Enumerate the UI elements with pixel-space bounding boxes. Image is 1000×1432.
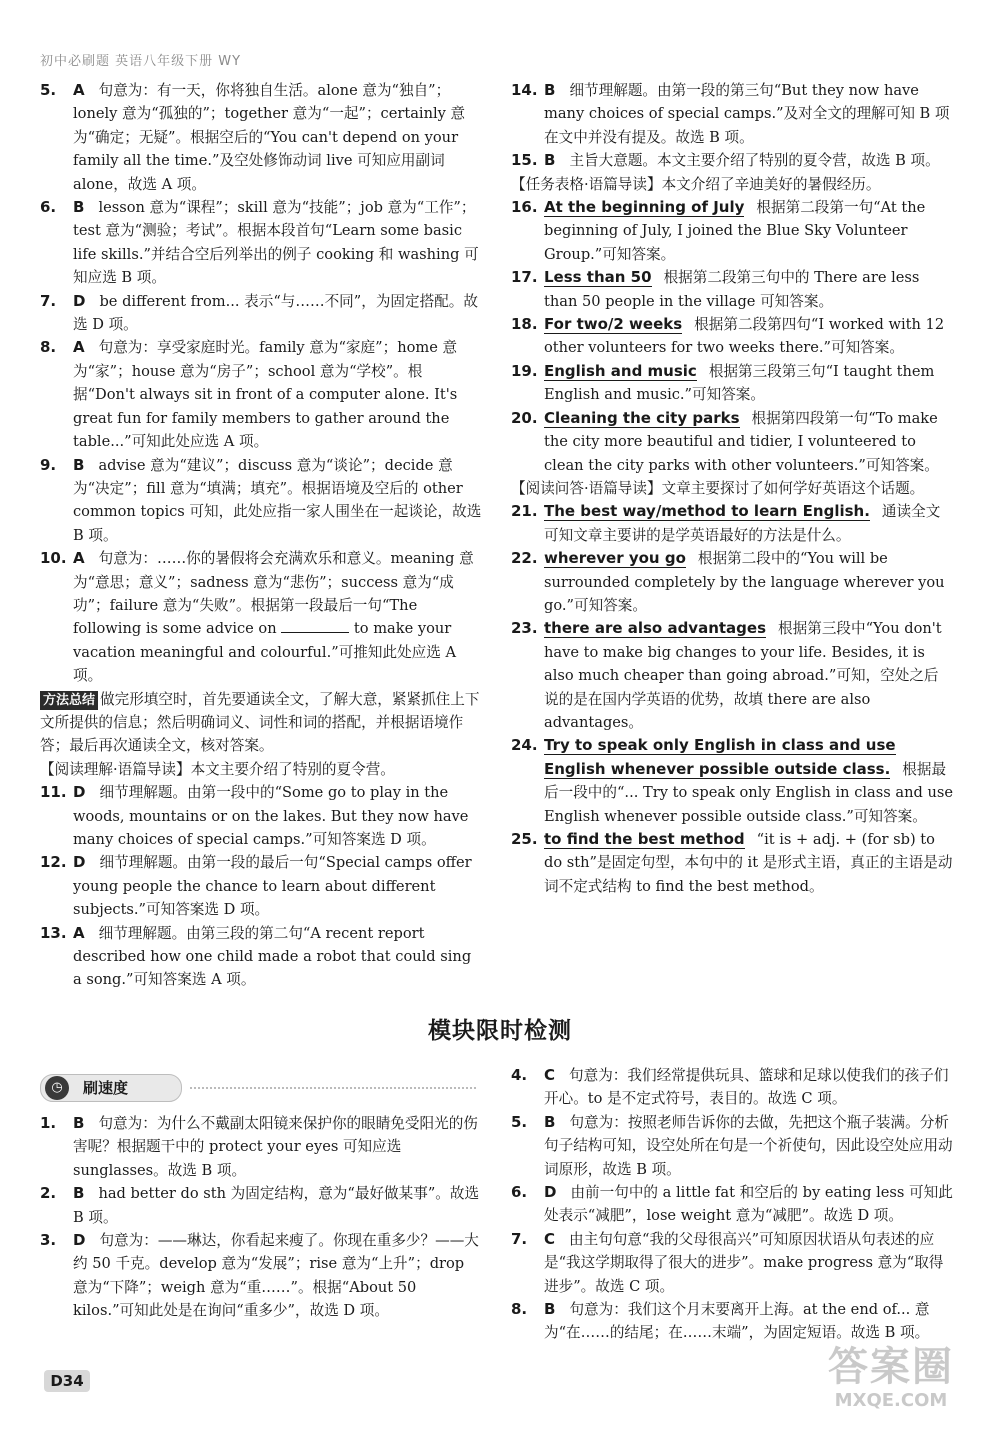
item-number: 24. — [511, 736, 538, 755]
explanation: 根据最后一段中的“... Try to speak only English in class and use English whenever possible outside class.”可知答案。 — [544, 760, 953, 825]
watermark-url: MXQE.COM — [834, 1390, 948, 1411]
answer-item — [511, 360, 953, 407]
answer-phrase: Try to speak only English in class and use English whenever possible outside class. — [544, 736, 896, 778]
answer-item — [40, 79, 482, 196]
answer-item — [40, 547, 482, 687]
answers-column-bottom-left — [40, 1112, 482, 1323]
explanation: 细节理解题。由第一段的第三句“But they now have many choices of special camps.”及对全文的理解可知 B 项在文中并没有提及。故选 B 项。 — [544, 82, 950, 146]
explanation: had better do sth 为固定结构，意为“最好做某事”。故选 B 项。 — [73, 1185, 480, 1226]
answer-phrase: Cleaning the city parks — [544, 408, 740, 427]
answer-letter: D — [73, 291, 86, 310]
speed-label: 刷速度 — [83, 1079, 129, 1097]
answer-item — [40, 336, 482, 453]
item-number: 21. — [511, 502, 538, 521]
answer-item — [40, 1112, 482, 1182]
answer-letter: B — [544, 81, 556, 99]
answer-item — [511, 1181, 953, 1228]
answer-item — [511, 407, 953, 477]
item-number: 18. — [511, 315, 538, 334]
answer-item — [511, 734, 953, 828]
explanation: 细节理解题。由第一段中的“Some go to play in the woods, mountains or on the lakes. But they now have many choices of special camps.”可知答案选 D 项。 — [73, 784, 469, 848]
item-number: 10. — [40, 549, 67, 568]
answers-column-top-left — [40, 79, 482, 992]
answers-column-top-right — [511, 79, 953, 898]
answer-item — [511, 79, 953, 149]
answer-letter: C — [544, 1066, 556, 1084]
section-heading-qa: 【阅读问答·语篇导读】文章主要探讨了如何学好英语这个话题。 — [511, 479, 925, 497]
answer-phrase: to find the best method — [544, 830, 745, 848]
fill-blank-line — [281, 632, 349, 633]
item-number: 15. — [511, 151, 538, 170]
explanation: 由主句句意“我的父母很高兴”可知原因状语从句表述的应是“我这学期取得了很大的进步”。make progress 意为“取得进步”。故选 C 项。 — [544, 1230, 944, 1295]
answer-item — [40, 196, 482, 290]
answer-item — [511, 1298, 953, 1345]
explanation: 句意为：我们经常提供玩具、篮球和足球以使我们的孩子们开心。to 是不定式符号，表目的。故选 C 项。 — [544, 1067, 949, 1108]
item-number: 3. — [40, 1231, 57, 1250]
answer-item — [40, 781, 482, 851]
answer-letter: A — [73, 549, 85, 568]
explanation: “it is + adj. + (for sb) to do sth”是固定句型，本句中的 it 是形式主语，真正的主语是动词不定式结构 to find the best method。 — [544, 831, 953, 895]
item-number: 7. — [40, 291, 57, 310]
method-summary-tag: 方法总结 — [40, 691, 98, 710]
item-number: 5. — [40, 81, 57, 99]
answer-letter: B — [544, 1112, 556, 1131]
item-number: 20. — [511, 408, 538, 427]
speedometer-icon: ◷ — [45, 1076, 69, 1100]
answer-letter: B — [73, 1184, 85, 1203]
item-number: 17. — [511, 268, 538, 287]
explanation: 由前一句中的 a little fat 和空后的 by eating less 可知此处表示“减肥”，lose weight 意为“减肥”。故选 D 项。 — [544, 1184, 953, 1225]
section-heading-task-table: 【任务表格·语篇导读】本文介绍了辛迪美好的暑假经历。 — [511, 175, 881, 193]
explanation: be different from... 表示“与……不同”，为固定搭配。故选 D 项。 — [73, 292, 478, 334]
answer-phrase: Less than 50 — [544, 268, 652, 287]
item-number: 23. — [511, 619, 538, 638]
explanation: 句意为：我们这个月末要离开上海。at the end of... 意为“在……的结尾；在……末端”，为固定短语。故选 B 项。 — [544, 1301, 930, 1342]
answer-phrase: The best way/method to learn English. — [544, 502, 870, 521]
item-number: 22. — [511, 549, 538, 568]
explanation: 句意为：——琳达，你看起来瘦了。你现在重多少？——大约 50 千克。develop 意为“发展”；rise 意为“上升”；drop 意为“下降”；weigh 意为“重……”。根据“About 50 kilos.”可知此处是在询问“重多少”，故选 D 项。 — [73, 1232, 479, 1320]
answer-letter: B — [73, 455, 85, 474]
item-number: 19. — [511, 361, 538, 380]
item-number: 11. — [40, 783, 67, 802]
explanation: 主旨大意题。本文主要介绍了特别的夏令营，故选 B 项。 — [569, 152, 940, 170]
item-number: 16. — [511, 198, 538, 217]
answer-item — [40, 290, 482, 337]
item-number: 7. — [511, 1229, 528, 1248]
explanation: 根据第二段中的“You will be surrounded completely by the language wherever you go.”可知答案。 — [544, 550, 945, 614]
answer-letter: D — [73, 783, 86, 802]
site-watermark — [806, 1344, 976, 1414]
answer-item — [40, 922, 482, 992]
explanation: lesson 意为“课程”；skill 意为“技能”；job 意为“工作”；test 意为“测验；考试”。根据本段首句“Learn some basic life skills.”并结合空后列举出的例子 cooking 和 washing 可知应选 B 项。 — [73, 199, 479, 287]
method-summary-text: 做完形填空时，首先要通读全文，了解大意，紧紧抓住上下文所提供的信息；然后明确词义、词性和词的搭配，并根据语境作答；最后再次通读全文，核对答案。 — [40, 690, 480, 755]
answer-letter: D — [544, 1183, 557, 1202]
answer-item — [40, 454, 482, 548]
answer-phrase: At the beginning of July — [544, 198, 745, 217]
section-heading-reading: 【阅读理解·语篇导读】本文主要介绍了特别的夏令营。 — [40, 760, 395, 778]
speed-badge — [40, 1074, 182, 1102]
explanation: 句意为：……你的暑假将会充满欢乐和意义。meaning 意为“意思；意义”；sadness 意为“悲伤”；success 意为“成功”；failure 意为“失败”。根据第一段最后一句“The following is some advice on — [73, 550, 474, 638]
answer-letter: B — [544, 151, 556, 170]
item-number: 14. — [511, 81, 538, 99]
answer-letter: D — [73, 1231, 86, 1250]
explanation: 根据第二段第一句“At the beginning of July, I joined the Blue Sky Volunteer Group.”可知答案。 — [544, 199, 926, 263]
item-number: 5. — [511, 1112, 528, 1131]
explanation: 句意为：享受家庭时光。family 意为“家庭”；home 意为“家”；house 意为“房子”；school 意为“学校”。根据“Don't always sit in front of a computer alone. It's great fun for family members to gather around the table...”可知此处应选 A 项。 — [73, 339, 458, 451]
item-number: 9. — [40, 455, 57, 474]
explanation: 细节理解题。由第一段的最后一句“Special camps offer young people the chance to learn about different subjects.”可知答案选 D 项。 — [73, 854, 472, 919]
item-number: 1. — [40, 1114, 57, 1132]
item-number: 6. — [511, 1183, 528, 1202]
explanation: 句意为：按照老师告诉你的去做，先把这个瓶子装满。分析句子结构可知，设空处所在句是一个祈使句，因此设空处应用动词原形，故选 B 项。 — [544, 1113, 953, 1178]
answer-item — [511, 266, 953, 313]
answer-phrase: wherever you go — [544, 549, 686, 568]
answer-phrase: there are also advantages — [544, 619, 767, 638]
page-number: D34 — [44, 1370, 90, 1392]
explanation: 句意为：有一天，你将独自生活。alone 意为“独自”；lonely 意为“孤独的”；together 意为“一起”；certainly 意为“确定；无疑”。根据空后的“You can't depend on your family all the time.”及空处修饰动词 live 可知应用副词 alone，故选 A 项。 — [73, 82, 466, 193]
explanation: 根据第二段第三句中的 There are less than 50 people in the village 可知答案。 — [544, 269, 920, 310]
running-header: 初中必刷题 英语八年级下册 WY — [40, 54, 242, 69]
explanation: 根据第三段第三句“I taught them English and music.”可知答案。 — [544, 362, 935, 404]
answer-item — [40, 1229, 482, 1323]
explanation: advise 意为“建议”；discuss 意为“谈论”；decide 意为“决定”；fill 意为“填满；填充”。根据语境及空后的 other common topics 可知，此处应指一家人围坐在一起谈论，故选 B 项。 — [73, 456, 482, 544]
dotted-divider — [190, 1087, 476, 1089]
answer-item — [511, 500, 953, 547]
answer-item — [511, 1111, 953, 1181]
watermark-text: 答案圈 — [828, 1344, 954, 1390]
item-number: 6. — [40, 198, 57, 217]
answer-item — [511, 196, 953, 266]
explanation: 根据第四段第一句“To make the city more beautiful and tidier, I volunteered to clean the city parks with other volunteers.”可知答案。 — [544, 409, 939, 474]
answer-item — [40, 1182, 482, 1229]
answer-letter: B — [73, 198, 85, 217]
answer-phrase: For two/2 weeks — [544, 315, 683, 334]
answer-item — [511, 1064, 953, 1111]
answer-letter: A — [73, 923, 85, 942]
answer-phrase: English and music — [544, 361, 697, 380]
explanation: 根据第三段中“You don't have to make big changes to your life. Besides, it is also much cheaper than going abroad.”可知，空处之后说的是在国内学英语的优势，故填 there are also advantages。 — [544, 620, 942, 731]
answer-letter: B — [73, 1114, 85, 1132]
item-number: 8. — [511, 1300, 528, 1319]
item-number: 12. — [40, 853, 67, 872]
answers-column-bottom-right — [511, 1064, 953, 1345]
answer-letter: B — [544, 1300, 556, 1319]
answer-item — [511, 828, 953, 898]
answer-letter: C — [544, 1229, 556, 1248]
answer-letter: D — [73, 853, 86, 872]
explanation-continued: to make your vacation meaningful and colourful.”可推知此处应选 A 项。 — [73, 620, 457, 685]
answer-letter: A — [73, 81, 85, 99]
explanation: 细节理解题。由第三段的第二句“A recent report described how one child made a robot that could sing a song.”可知答案选 A 项。 — [73, 924, 472, 989]
item-number: 25. — [511, 830, 538, 848]
answer-item — [511, 149, 953, 172]
answer-item — [511, 617, 953, 734]
answer-item — [511, 313, 953, 360]
item-number: 8. — [40, 338, 57, 357]
explanation: 通读全文可知文章主要讲的是学英语最好的方法是什么。 — [544, 503, 941, 544]
explanation: 根据第二段第四句“I worked with 12 other volunteers for two weeks there.”可知答案。 — [544, 316, 945, 357]
item-number: 13. — [40, 923, 67, 942]
answer-item — [511, 547, 953, 617]
item-number: 4. — [511, 1066, 528, 1084]
module-title: 模块限时检测 — [428, 1018, 572, 1044]
answer-item — [40, 851, 482, 921]
method-summary — [40, 688, 482, 758]
answer-letter: A — [73, 338, 85, 357]
speed-section-banner — [40, 1074, 482, 1104]
answer-item — [511, 1228, 953, 1298]
item-number: 2. — [40, 1184, 57, 1203]
explanation: 句意为：为什么不戴副太阳镜来保护你的眼睛免受阳光的伤害呢？根据题干中的 protect your eyes 可知应选 sunglasses。故选 B 项。 — [73, 1115, 478, 1179]
